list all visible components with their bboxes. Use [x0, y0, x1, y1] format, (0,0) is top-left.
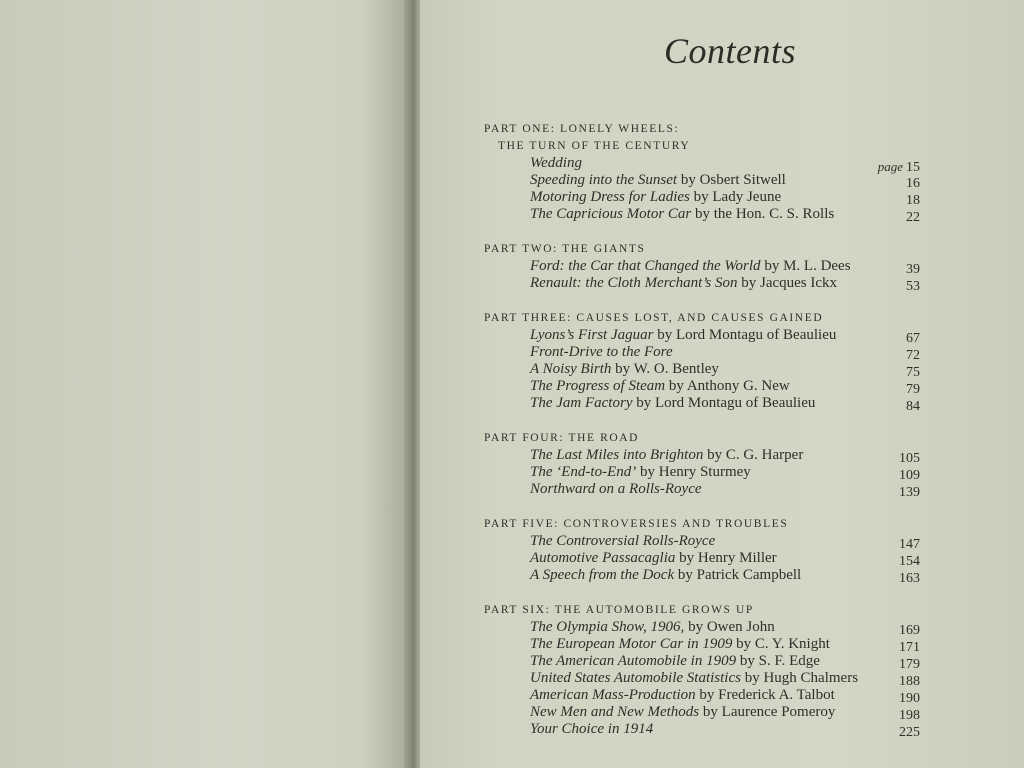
entry-title: The Controversial Rolls-Royce: [530, 533, 716, 549]
toc-entry: [484, 155, 924, 175]
page-number: 105: [899, 451, 920, 466]
entry-page-number: [906, 398, 920, 415]
entry-author: by Osbert Sitwell: [677, 172, 786, 188]
entry-title: American Mass-Production: [530, 687, 696, 703]
toc-entry: [484, 189, 924, 206]
toc-entry: [484, 721, 924, 738]
entry-title: The Progress of Steam: [530, 378, 666, 394]
toc-entry: [484, 172, 924, 189]
part-heading: PART SIX: THE AUTOMOBILE GROWS UP: [484, 604, 754, 616]
part-heading: PART FIVE: CONTROVERSIES AND TROUBLES: [484, 518, 789, 530]
left-page: [0, 0, 410, 768]
page-number: 67: [906, 331, 920, 346]
toc-entry: [484, 481, 924, 498]
toc-entry: [484, 327, 924, 344]
entry-author: by Lord Montagu of Beaulieu: [632, 395, 816, 411]
entry-author: by C. G. Harper: [703, 447, 804, 463]
entry-author: by Henry Sturmey: [636, 464, 751, 480]
entry-author: by M. L. Dees: [760, 258, 851, 274]
toc-entry: [484, 550, 924, 567]
part-heading: PART TWO: THE GIANTS: [484, 243, 646, 255]
page-number: 75: [906, 365, 920, 380]
toc-part: [484, 121, 924, 223]
page-number: 139: [899, 485, 920, 500]
page-number: 171: [899, 640, 920, 655]
entry-title: Your Choice in 1914: [530, 721, 654, 737]
entry-author: by Jacques Ickx: [737, 275, 838, 291]
page-number: 16: [906, 176, 920, 191]
entry-author: by Owen John: [684, 619, 775, 635]
page-number: 198: [899, 708, 920, 723]
part-heading: PART ONE: LONELY WHEELS:: [484, 123, 680, 135]
entry-author: by Laurence Pomeroy: [699, 704, 836, 720]
entry-author: by Patrick Campbell: [674, 567, 802, 583]
toc-entry: [484, 670, 924, 687]
entry-author: by S. F. Edge: [736, 653, 820, 669]
page-number: 188: [899, 674, 920, 689]
toc-entry: [484, 653, 924, 670]
entry-title: Wedding: [530, 155, 582, 171]
table-of-contents: [484, 121, 924, 756]
entry-author: by Henry Miller: [675, 550, 777, 566]
entry-title: Ford: the Car that Changed the World: [530, 258, 761, 274]
entry-title: A Speech from the Dock: [530, 567, 675, 583]
page-number: 79: [906, 382, 920, 397]
entry-author: by Anthony G. New: [665, 378, 790, 394]
entry-title: Front-Drive to the Fore: [530, 344, 673, 360]
page-number: 169: [899, 623, 920, 638]
entry-title: The Capricious Motor Car: [530, 206, 692, 222]
toc-entry: [484, 206, 924, 223]
toc-entry: [484, 636, 924, 653]
entry-title: A Noisy Birth: [530, 361, 612, 377]
page-number: 15: [906, 160, 920, 175]
page-title: Contents: [664, 31, 797, 71]
page-label: page: [877, 159, 903, 174]
toc-part: [484, 516, 924, 584]
entry-author: by Lady Jeune: [689, 189, 782, 205]
entry-author: by Lord Montagu of Beaulieu: [653, 327, 837, 343]
toc-part: [484, 430, 924, 498]
toc-entry: [484, 619, 924, 636]
toc-entry: [484, 704, 924, 721]
entry-author: by C. Y. Knight: [732, 636, 830, 652]
part-heading: PART FOUR: THE ROAD: [484, 432, 640, 444]
page-number: 84: [906, 399, 920, 414]
entry-title: Speeding into the Sunset: [530, 172, 678, 188]
page-number: 154: [899, 554, 920, 569]
toc-entry: [484, 258, 924, 275]
page-number: 179: [899, 657, 920, 672]
page-number: 163: [899, 571, 920, 586]
toc-entry: [484, 464, 924, 481]
entry-title: The American Automobile in 1909: [530, 653, 737, 669]
entry-title: Lyons’s First Jaguar: [530, 327, 654, 343]
entry-page-number: [906, 278, 920, 295]
entry-author: by the Hon. C. S. Rolls: [691, 206, 835, 222]
entry-page-number: [899, 570, 920, 587]
entry-title: Northward on a Rolls-Royce: [530, 481, 702, 497]
entry-title: Automotive Passacaglia: [530, 550, 676, 566]
entry-title: New Men and New Methods: [530, 704, 700, 720]
entry-page-number: [899, 484, 920, 501]
page-number: 53: [906, 279, 920, 294]
page-number: 22: [906, 210, 920, 225]
entry-author: by Hugh Chalmers: [740, 670, 859, 686]
entry-author: by W. O. Bentley: [611, 361, 719, 377]
toc-entry: [484, 533, 924, 550]
page-number: 72: [906, 348, 920, 363]
page-number: 39: [906, 262, 920, 277]
entry-title: Renault: the Cloth Merchant’s Son: [530, 275, 738, 291]
part-subheading: THE TURN OF THE CENTURY: [498, 140, 691, 152]
page-number: 109: [899, 468, 920, 483]
page-number: 147: [899, 537, 920, 552]
entry-title: The ‘End-to-End’: [530, 464, 637, 480]
page-number: 190: [899, 691, 920, 706]
toc-part: [484, 241, 924, 292]
entry-title: Motoring Dress for Ladies: [530, 189, 690, 205]
toc-entry: [484, 567, 924, 584]
toc-entry: [484, 378, 924, 395]
toc-part: [484, 310, 924, 412]
toc-entry: [484, 447, 924, 464]
entry-title: The Last Miles into Brighton: [530, 447, 704, 463]
entry-author: by Frederick A. Talbot: [695, 687, 835, 703]
page-number: 18: [906, 193, 920, 208]
toc-entry: [484, 361, 924, 378]
entry-page-number: [906, 209, 920, 226]
toc-part: [484, 602, 924, 738]
entry-title: The European Motor Car in 1909: [530, 636, 733, 652]
entry-title: The Jam Factory: [530, 395, 633, 411]
page-number: 225: [899, 725, 920, 740]
toc-entry: [484, 275, 924, 292]
part-heading: PART THREE: CAUSES LOST, AND CAUSES GAINED: [484, 312, 824, 324]
toc-entry: [484, 687, 924, 704]
entry-title: United States Automobile Statistics: [530, 670, 741, 686]
entry-page-number: [899, 724, 920, 741]
toc-entry: [484, 395, 924, 412]
entry-title: The Olympia Show, 1906,: [530, 619, 685, 635]
toc-entry: [484, 344, 924, 361]
